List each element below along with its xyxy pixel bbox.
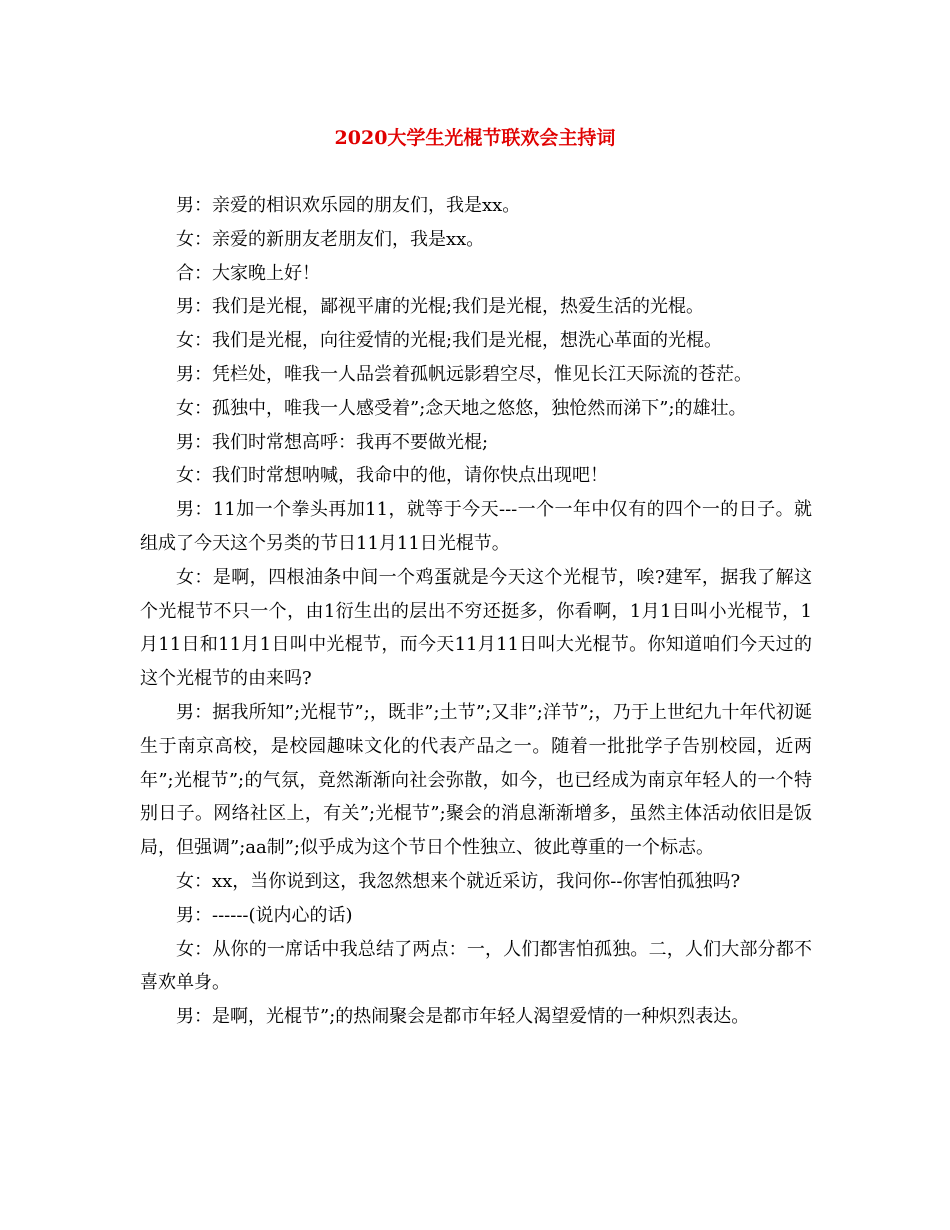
paragraph: 女：我们时常想呐喊，我命中的他，请你快点出现吧！: [176, 465, 608, 487]
paragraph: 女：亲爱的新朋友老朋友们，我是xx。: [176, 228, 485, 250]
paragraph: 合：大家晚上好！: [176, 262, 320, 284]
paragraph: 女：是啊，四根油条中间一个鸡蛋就是今天这个光棍节，唉?建军，据我了解这个光棍节不只一个，由1衍生出的层出不穷还挺多，你看啊，1月1日叫小光棍节，1月11日和11月1日叫中光棍节，而今天11月11日叫大光棍节。你知道咱们今天过的这个光棍节的由来吗?: [140, 566, 812, 690]
paragraph: 男：------(说内心的话): [176, 904, 353, 926]
document-title: 2020大学生光棍节联欢会主持词: [334, 127, 616, 149]
paragraph: 女：xx，当你说到这，我忽然想来个就近采访，我问你--你害怕孤独吗?: [176, 870, 741, 892]
paragraph: 女：从你的一席话中我总结了两点：一，人们都害怕孤独。二，人们大部分都不喜欢单身。: [140, 938, 812, 994]
paragraph: 女：我们是光棍，向往爱情的光棍;我们是光棍，想洗心革面的光棍。: [176, 330, 723, 352]
paragraph: 男：据我所知”;光棍节”;，既非”;土节”;又非”;洋节”;，乃于上世纪九十年代初诞生于南京高校，是校园趣味文化的代表产品之一。随着一批批学子告别校园，近两年”;光棍节”;的气氛，竟然渐渐向社会弥散，如今，也已经成为南京年轻人的一个特别日子。网络社区上，有关”;光棍节”;聚会的消息渐渐增多，虽然主体活动依旧是饭局，但强调”;aa制”;似乎成为这个节日个性独立、彼此尊重的一个标志。: [140, 701, 812, 859]
paragraph: 女：孤独中，唯我一人感受着”;念天地之悠悠，独怆然而涕下”;的雄壮。: [176, 397, 747, 419]
paragraph: 男：11加一个拳头再加11，就等于今天---一个一年中仅有的四个一的日子。就组成了今天这个另类的节日11月11日光棍节。: [140, 499, 812, 554]
paragraph: 男：我们时常想高呼：我再不要做光棍;: [176, 431, 489, 453]
paragraph: 男：凭栏处，唯我一人品尝着孤帆远影碧空尽，惟见长江天际流的苍茫。: [176, 363, 752, 385]
document-body: [140, 189, 812, 1034]
paragraph: 男：我们是光棍，鄙视平庸的光棍;我们是光棍，热爱生活的光棍。: [176, 296, 705, 318]
paragraph: 男：亲爱的相识欢乐园的朋友们，我是xx。: [176, 195, 521, 216]
paragraph: 男：是啊，光棍节”;的热闹聚会是都市年轻人渴望爱情的一种炽烈表达。: [176, 1006, 750, 1028]
